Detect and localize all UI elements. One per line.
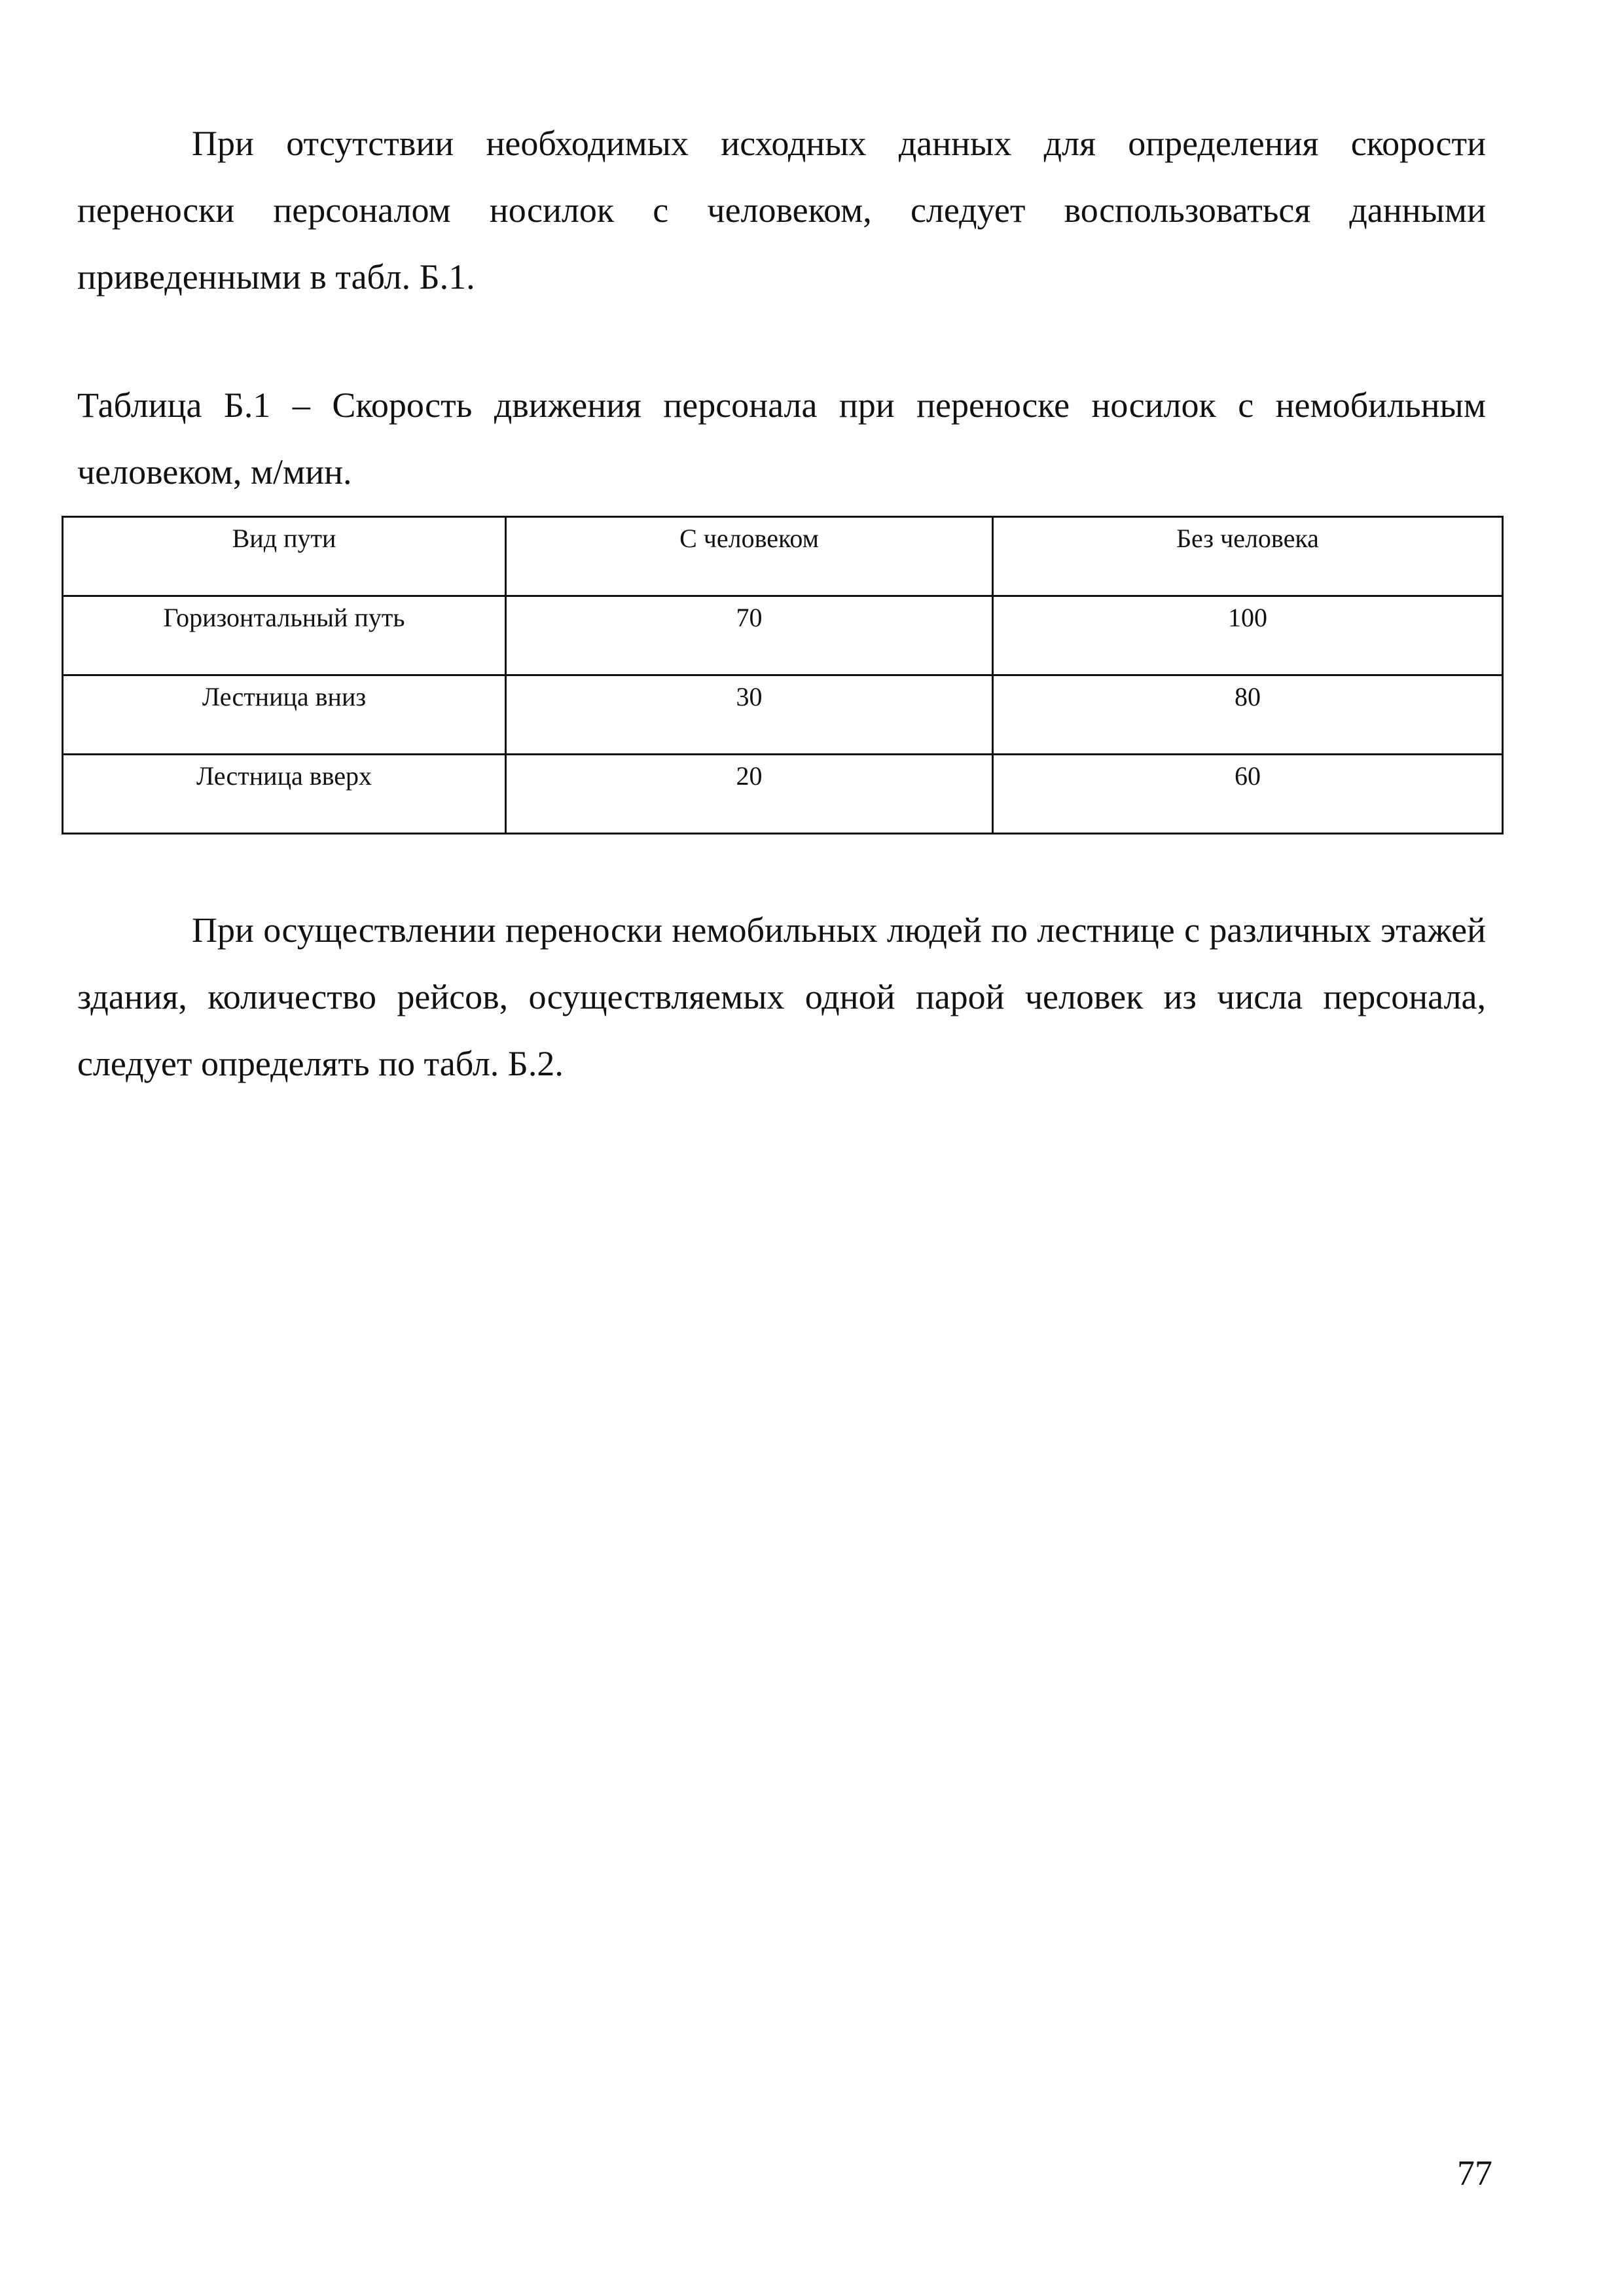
speed-table [62, 516, 1504, 834]
intro-paragraph-text: При отсутствии необходимых исходных данных для определения скорости переноски персоналом носилок с человеком, следует воспользоваться данными приведенными в табл. Б.1. [77, 124, 1486, 296]
cell-path-type: Горизонтальный путь [63, 596, 506, 675]
table-row [63, 675, 1503, 755]
header-with-person: С человеком [506, 517, 993, 596]
table-header-row [63, 517, 1503, 596]
cell-path-type: Лестница вверх [63, 755, 506, 834]
intro-paragraph [77, 110, 1486, 310]
cell-with-person: 30 [506, 675, 993, 755]
cell-with-person: 70 [506, 596, 993, 675]
cell-without-person: 100 [993, 596, 1503, 675]
cell-without-person: 80 [993, 675, 1503, 755]
cell-path-type: Лестница вниз [63, 675, 506, 755]
page-number: 77 [1457, 2153, 1492, 2193]
stairs-paragraph-text: При осуществлении переноски немобильных людей по лестнице с различных этажей здания, количество рейсов, осуществляемых одной парой человек из числа персонала, следует определять по табл. Б.2. [77, 910, 1486, 1083]
cell-with-person: 20 [506, 755, 993, 834]
header-without-person: Без человека [993, 517, 1503, 596]
table-caption: Таблица Б.1 – Скорость движения персонала при переноске носилок с немобильным человеком, м/мин. [77, 386, 1486, 492]
cell-without-person: 60 [993, 755, 1503, 834]
table-row [63, 755, 1503, 834]
header-path-type: Вид пути [63, 517, 506, 596]
table-row [63, 596, 1503, 675]
stairs-paragraph [77, 897, 1486, 1097]
